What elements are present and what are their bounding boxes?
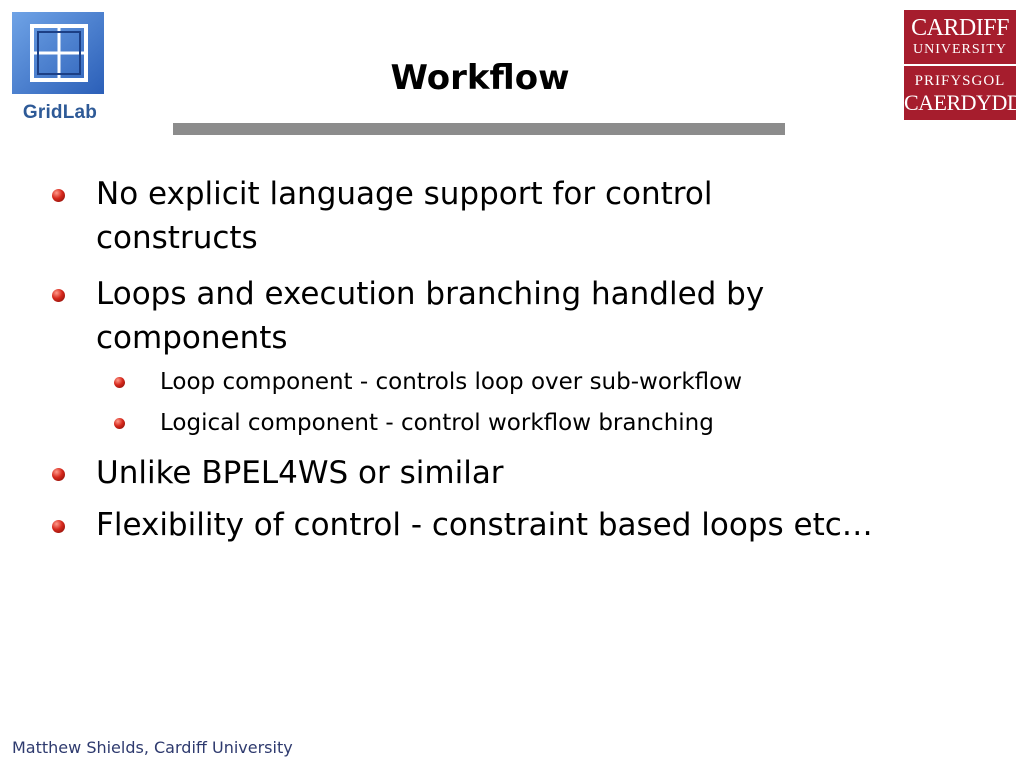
bullet-text: No explicit language support for control constructs [96,176,713,256]
bullet-item [96,172,836,260]
gridlab-logo [10,10,110,126]
sub-bullet-item [160,366,880,398]
bullet-text: Loops and execution branching handled by components [96,276,765,356]
gridlab-grid-icon [10,10,110,98]
cardiff-university-logo [904,10,1023,120]
bullet-item [96,272,836,360]
red-ball-bullet-icon [52,520,65,533]
red-ball-bullet-icon [52,468,65,481]
cardiff-logo-line-prifysgol: PRIFYSGOL [914,73,1006,89]
slide-footer: Matthew Shields, Cardiff University [12,738,293,757]
cardiff-logo-line-cardiff: CARDIFF [911,15,1009,41]
sub-bullet-text: Loop component - controls loop over sub-workflow [160,369,743,395]
bullet-text: Unlike BPEL4WS or similar [96,455,504,491]
sub-bullet-text: Logical component - control workflow branching [160,410,714,436]
red-ball-bullet-icon [114,377,125,388]
bullet-item [96,451,836,495]
sub-bullet-item [160,407,880,439]
slide-title: Workflow [390,58,570,98]
bullet-text: Flexibility of control - constraint based loops etc… [96,507,873,543]
red-ball-bullet-icon [52,189,65,202]
gridlab-wordmark: GridLab [22,102,98,123]
red-ball-bullet-icon [52,289,65,302]
cardiff-logo-line-caerdydd: CAERDYDD [904,90,1023,115]
bullet-item [96,503,996,547]
cardiff-logo-welsh [904,66,1023,120]
title-underline-rule [173,123,785,135]
cardiff-logo-english [904,12,1016,64]
cardiff-logo-line-university: UNIVERSITY [913,42,1007,57]
red-ball-bullet-icon [114,418,125,429]
